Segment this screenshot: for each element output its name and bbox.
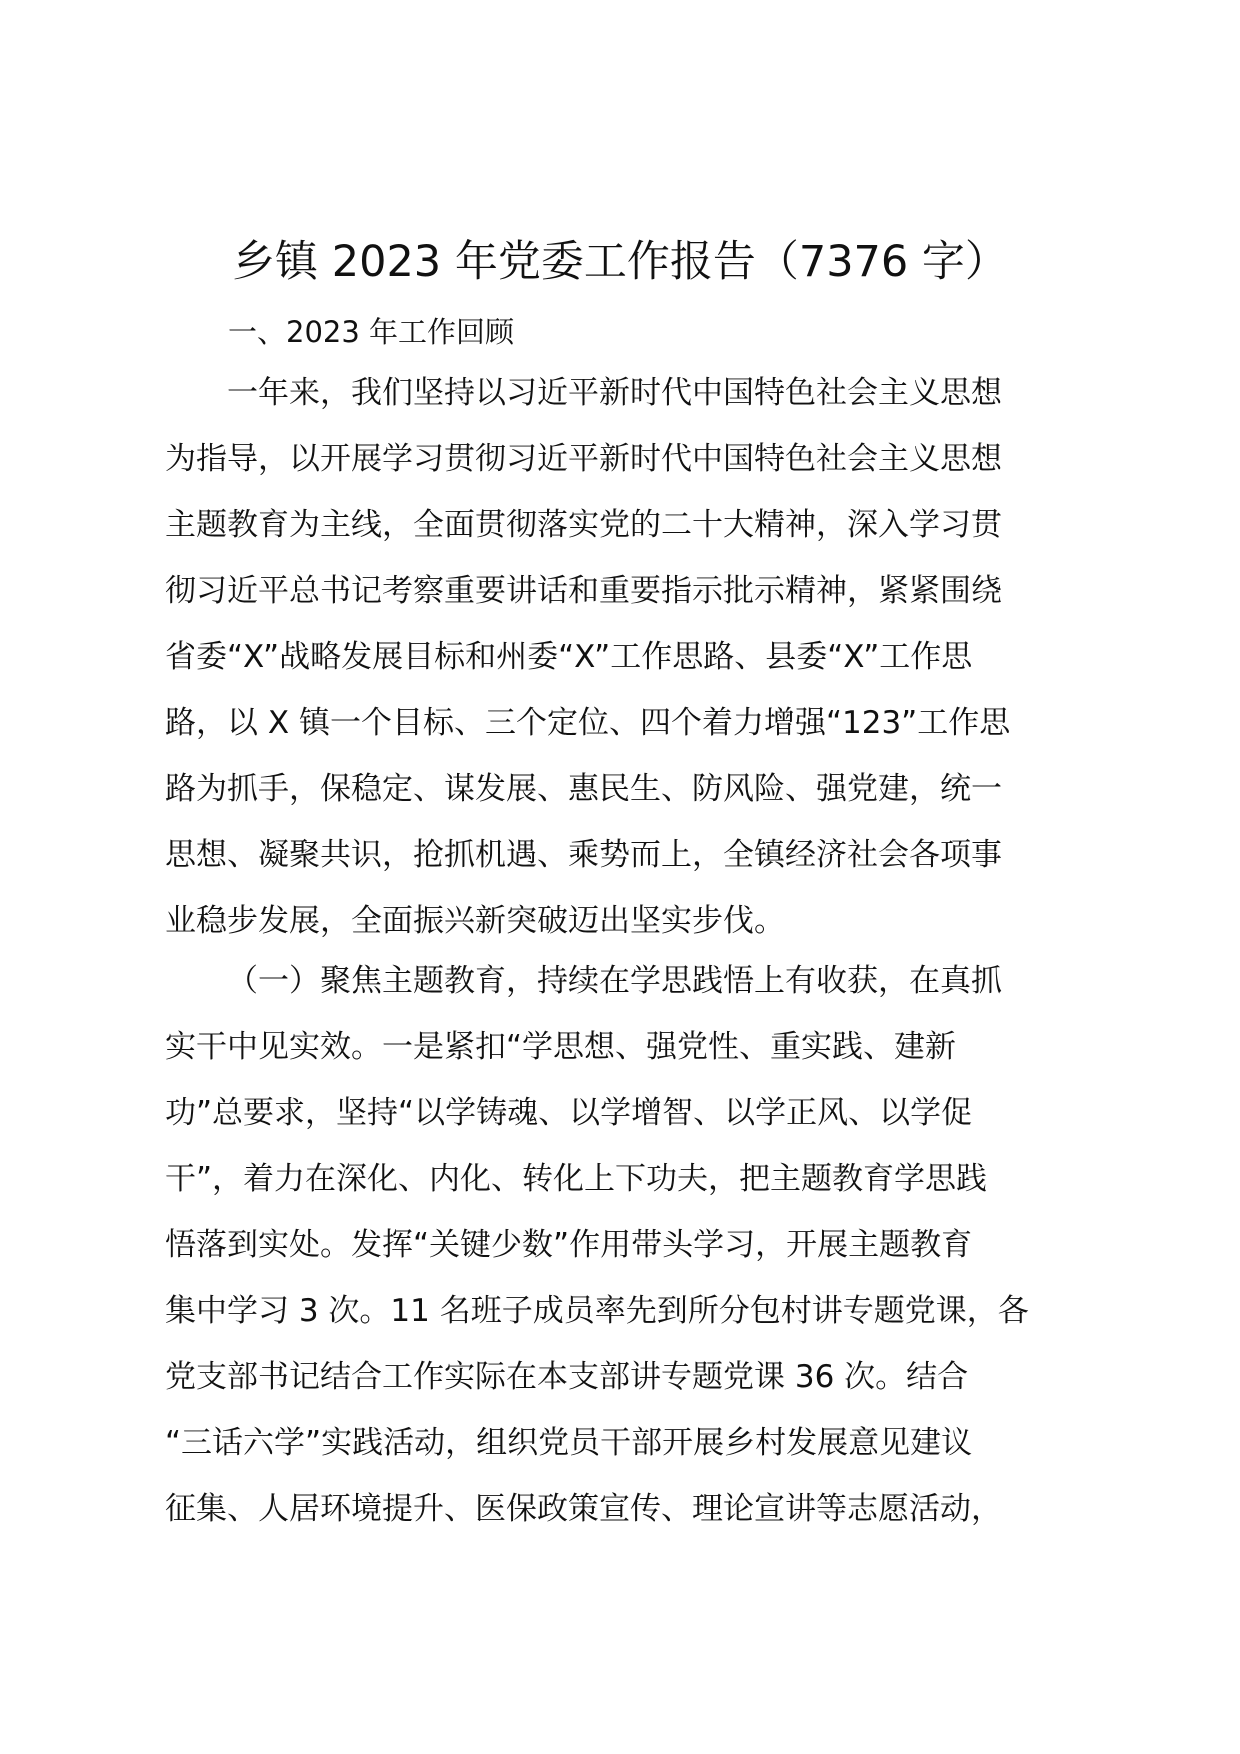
paragraph-line: 主题教育为主线，全面贯彻落实党的二十大精神，深入学习贯 bbox=[165, 507, 1002, 543]
paragraph-line: 路，以 X 镇一个目标、三个定位、四个着力增强“123”工作思 bbox=[165, 705, 1011, 741]
paragraph-1 bbox=[165, 360, 1085, 954]
document-title: 乡镇 2023 年党委工作报告（7376 字） bbox=[232, 237, 1008, 287]
paragraph-line: 彻习近平总书记考察重要讲话和重要指示批示精神，紧紧围绕 bbox=[165, 573, 1002, 609]
paragraph-line: 思想、凝聚共识，抢抓机遇、乘势而上，全镇经济社会各项事 bbox=[165, 837, 1002, 873]
paragraph-line: 实干中见实效。一是紧扣“学思想、强党性、重实践、建新 bbox=[165, 1029, 957, 1065]
paragraph-line: “三话六学”实践活动，组织党员干部开展乡村发展意见建议 bbox=[165, 1425, 973, 1461]
paragraph-line: 征集、人居环境提升、医保政策宣传、理论宣讲等志愿活动， bbox=[165, 1491, 1002, 1527]
paragraph-line: 悟落到实处。发挥“关键少数”作用带头学习，开展主题教育 bbox=[165, 1227, 973, 1263]
paragraph-line: （一）聚焦主题教育，持续在学思践悟上有收获，在真抓 bbox=[227, 963, 1002, 999]
paragraph-line: 集中学习 3 次。11 名班子成员率先到所分包村讲专题党课，各 bbox=[165, 1293, 1029, 1329]
section-heading: 一、2023 年工作回顾 bbox=[228, 315, 515, 349]
paragraph-line: 一年来，我们坚持以习近平新时代中国特色社会主义思想 bbox=[227, 375, 1002, 411]
paragraph-line: 党支部书记结合工作实际在本支部讲专题党课 36 次。结合 bbox=[165, 1359, 969, 1395]
paragraph-line: 省委“X”战略发展目标和州委“X”工作思路、县委“X”工作思 bbox=[165, 639, 973, 675]
paragraph-line: 干”，着力在深化、内化、转化上下功夫，把主题教育学思践 bbox=[165, 1161, 988, 1197]
paragraph-line: 为指导，以开展学习贯彻习近平新时代中国特色社会主义思想 bbox=[165, 441, 1002, 477]
paragraph-line: 功”总要求，坚持“以学铸魂、以学增智、以学正风、以学促 bbox=[165, 1095, 973, 1131]
paragraph-line: 路为抓手，保稳定、谋发展、惠民生、防风险、强党建，统一 bbox=[165, 771, 1002, 807]
paragraph-2 bbox=[165, 948, 1085, 1542]
paragraph-line: 业稳步发展，全面振兴新突破迈出坚实步伐。 bbox=[165, 903, 785, 939]
